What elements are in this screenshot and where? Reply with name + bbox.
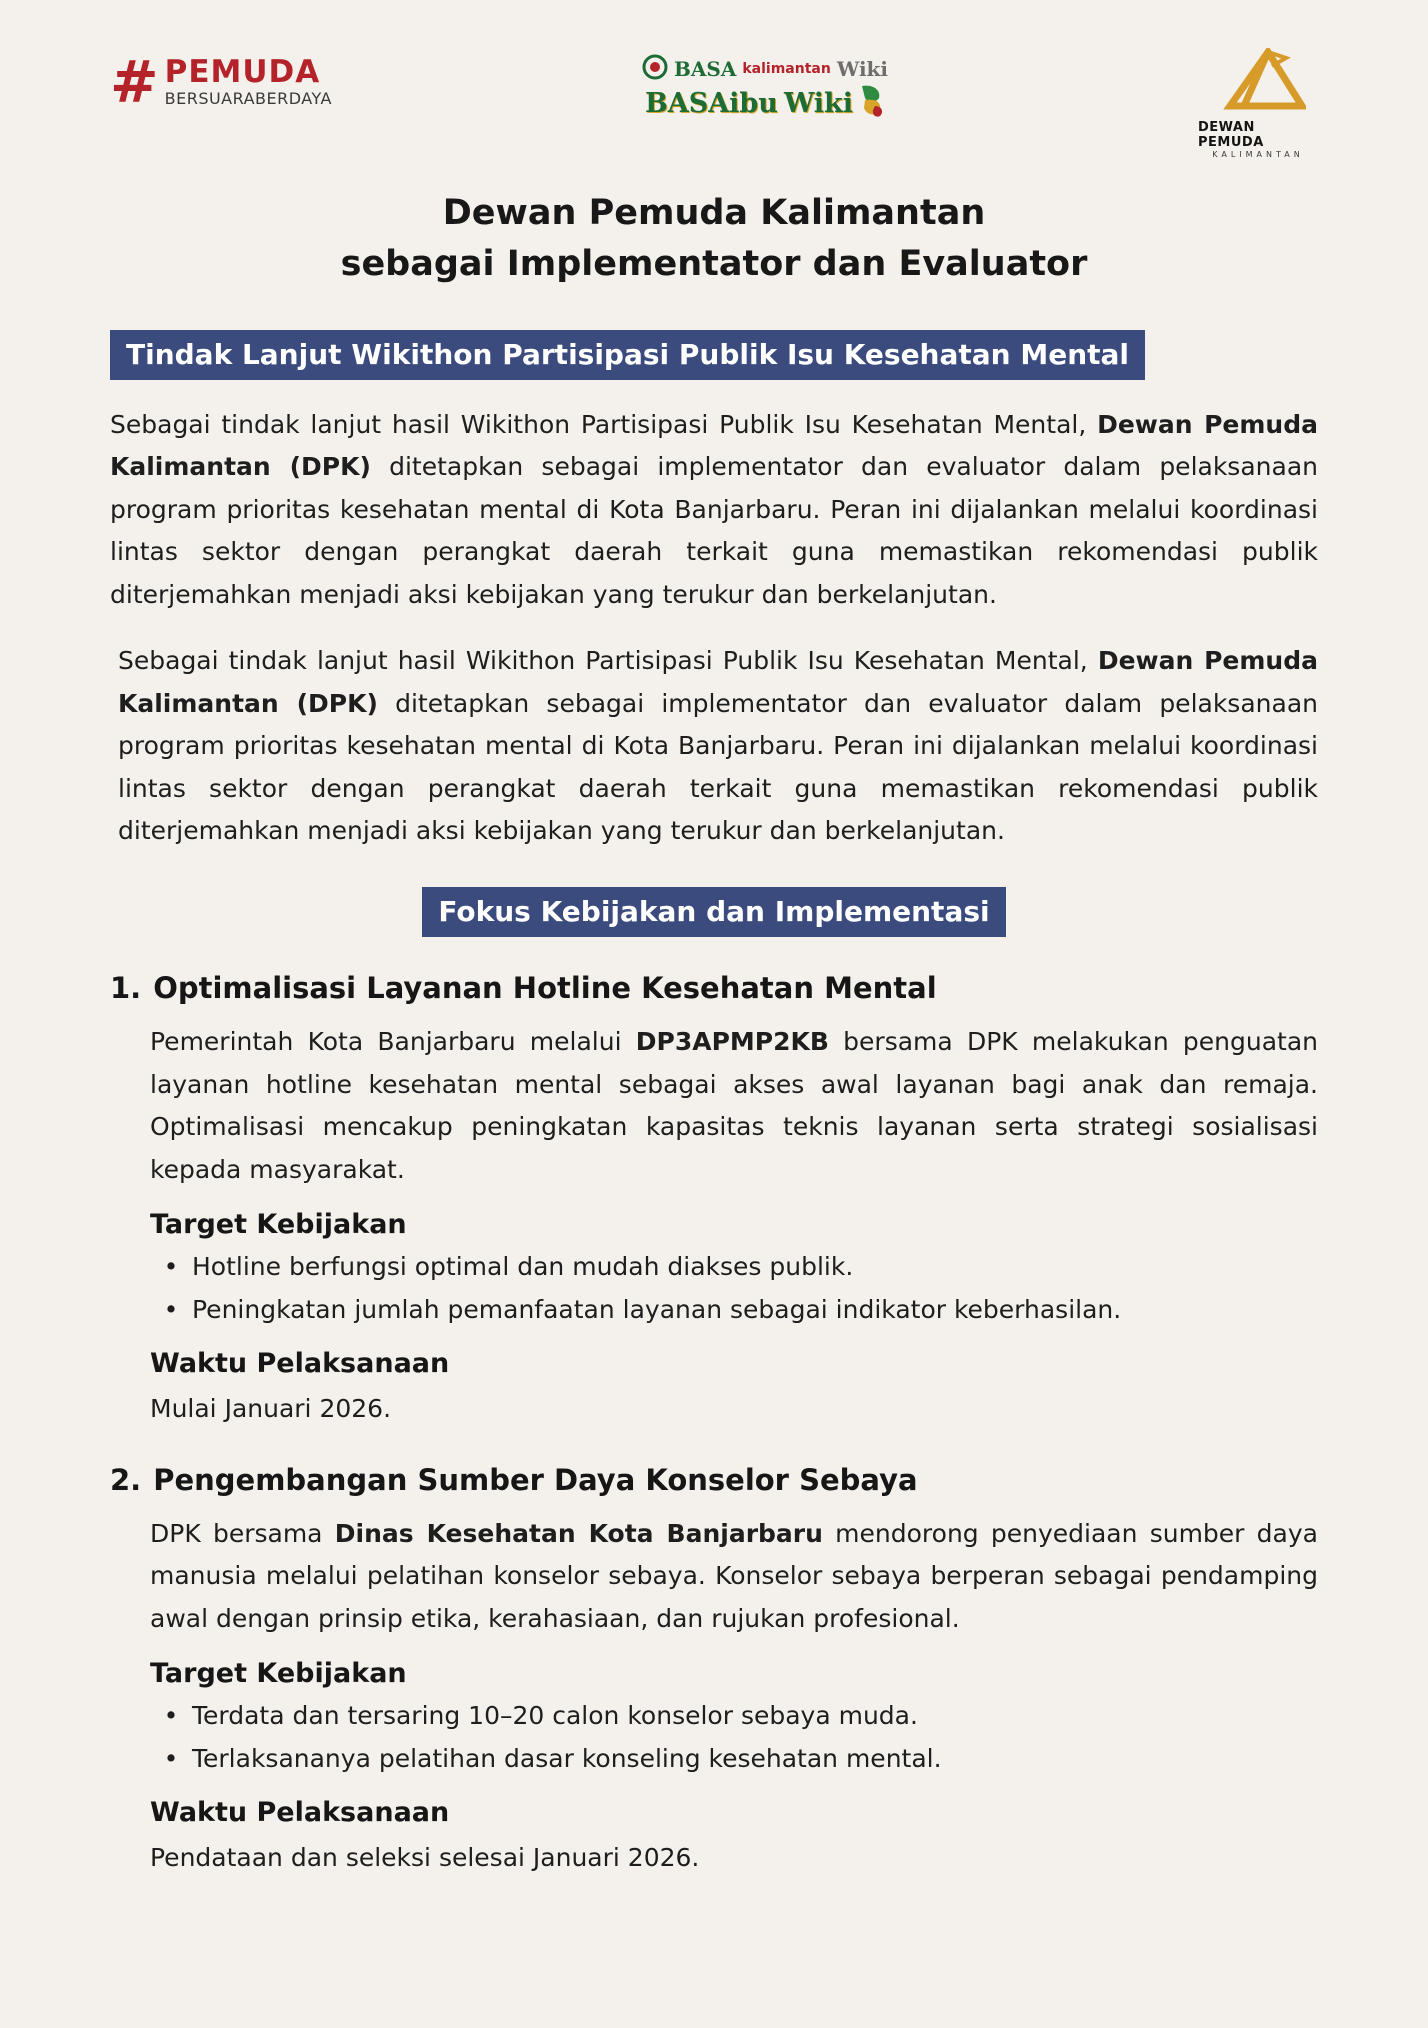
header <box>110 48 1318 166</box>
section-1-waktu-text: Mulai Januari 2026. <box>150 1393 392 1423</box>
basa-mascot-icon <box>642 54 668 84</box>
pemuda-tagline: BERSUARABERDAYA <box>164 88 332 108</box>
section-1-body <box>110 1021 1318 1429</box>
section-1-waktu-label: Waktu Pelaksanaan <box>150 1347 450 1379</box>
intro-paragraph-1 <box>110 404 1318 617</box>
basa-wiki-bottom-row <box>645 84 885 122</box>
intro2-post: ditetapkan sebagai implementator dan evaluator dalam pelaksanaan program prioritas kesehatan mental di Kota Banjarbaru. Peran ini dijalankan melalui koordinasi lintas sektor dengan perangkat daerah terkait guna memastikan rekomendasi publik diterjemahkan menjadi aksi kebijakan yang terukur dan berkelanjutan. <box>118 688 1318 846</box>
section-banner-fokus-kebijakan: Fokus Kebijakan dan Implementasi <box>422 887 1005 937</box>
section-1-para-pre: Pemerintah Kota Banjarbaru melalui <box>150 1027 636 1057</box>
basa-wiki-logo <box>642 54 888 122</box>
section-2-bullet-2: Terlaksananya pelatihan dasar konseling kesehatan mental. <box>192 1744 942 1774</box>
section-2-paragraph <box>150 1513 1318 1641</box>
page-title-line1: Dewan Pemuda Kalimantan <box>442 193 986 233</box>
section-2-para-post: mendorong penyediaan sumber daya manusia melalui pelatihan konselor sebaya. Konselor sebaya berperan sebagai pendamping awal dengan prinsip etika, kerahasiaan, dan rujukan profesional. <box>150 1518 1318 1633</box>
banner1-wrap <box>110 330 1318 380</box>
dpk-subname: KALIMANTAN <box>1212 150 1304 159</box>
section-2-para-bold: Dinas Kesehatan Kota Banjarbaru <box>334 1518 823 1548</box>
pemuda-hash-icon: # <box>110 48 159 116</box>
list-item <box>150 1291 1318 1330</box>
banner2-wrap <box>110 887 1318 937</box>
basa-top-region: kalimantan <box>742 61 831 77</box>
section-2-number: 2. <box>110 1462 142 1497</box>
section-2 <box>110 1463 1318 1878</box>
dpk-triangle-icon <box>1210 48 1306 118</box>
pemuda-logo <box>110 48 332 116</box>
page-title <box>110 188 1318 290</box>
section-2-body <box>110 1513 1318 1878</box>
basa-top-wiki: Wiki <box>836 57 888 81</box>
basa-wiki-top-row <box>642 54 888 84</box>
section-1-heading <box>110 971 1318 1005</box>
section-1-para-bold: DP3APMP2KB <box>635 1027 829 1057</box>
section-2-bullet-1: Terdata dan tersaring 10–20 calon konselor sebaya muda. <box>192 1701 918 1731</box>
bullet-icon: • <box>163 1252 179 1282</box>
section-2-waktu-text: Pendataan dan seleksi selesai Januari 2026. <box>150 1842 700 1872</box>
section-2-waktu-label: Waktu Pelaksanaan <box>150 1796 450 1828</box>
section-2-para-pre: DPK bersama <box>150 1518 335 1548</box>
bullet-icon: • <box>163 1295 179 1325</box>
intro1-bold: Dewan Pemuda Kalimantan (DPK) <box>110 409 1318 482</box>
section-2-bullets <box>150 1697 1318 1779</box>
intro1-post: ditetapkan sebagai implementator dan evaluator dalam pelaksanaan program prioritas kesehatan mental di Kota Banjarbaru. Peran ini dijalankan melalui koordinasi lintas sektor dengan perangkat daerah terkait guna memastikan rekomendasi publik diterjemahkan menjadi aksi kebijakan yang terukur dan berkelanjutan. <box>110 452 1318 609</box>
basaibu-wordmark: BASAibu <box>644 87 778 119</box>
section-2-target-label: Target Kebijakan <box>150 1658 407 1690</box>
section-2-heading <box>110 1463 1318 1497</box>
page-title-line2: sebagai Implementator dan Evaluator <box>340 243 1088 284</box>
basa-flag-icon <box>859 84 885 122</box>
section-banner-tindak-lanjut: Tindak Lanjut Wikithon Partisipasi Publik Isu Kesehatan Mental <box>110 330 1145 380</box>
intro2-bold: Dewan Pemuda Kalimantan (DPK) <box>118 646 1318 718</box>
list-item <box>150 1248 1318 1287</box>
dpk-name: DEWAN PEMUDA <box>1198 120 1264 150</box>
basa-top-wordmark: BASA <box>673 57 737 81</box>
bullet-icon: • <box>163 1744 179 1774</box>
section-1-bullet-1: Hotline berfungsi optimal dan mudah diakses publik. <box>192 1252 854 1282</box>
section-1 <box>110 971 1318 1429</box>
section-1-title: Optimalisasi Layanan Hotline Kesehatan Mental <box>153 971 937 1006</box>
pemuda-wordmark: PEMUDA <box>164 54 321 90</box>
intro2-pre: Sebagai tindak lanjut hasil Wikithon Partisipasi Publik Isu Kesehatan Mental, <box>118 646 1098 676</box>
dpk-logo <box>1198 48 1318 159</box>
section-1-target-label: Target Kebijakan <box>150 1209 407 1241</box>
section-2-title: Pengembangan Sumber Daya Konselor Sebaya <box>153 1462 918 1497</box>
section-1-bullets <box>150 1248 1318 1330</box>
section-1-number: 1. <box>110 971 142 1006</box>
intro1-pre: Sebagai tindak lanjut hasil Wikithon Partisipasi Publik Isu Kesehatan Mental, <box>110 409 1098 439</box>
pemuda-logo-text <box>165 56 332 108</box>
intro-paragraph-2 <box>110 640 1318 853</box>
section-1-paragraph <box>150 1021 1318 1191</box>
bullet-icon: • <box>163 1701 179 1731</box>
list-item <box>150 1697 1318 1736</box>
basaibu-wiki: Wiki <box>783 87 854 119</box>
list-item <box>150 1740 1318 1779</box>
section-1-bullet-2: Peningkatan jumlah pemanfaatan layanan sebagai indikator keberhasilan. <box>192 1295 1122 1325</box>
section-1-para-post: bersama DPK melakukan penguatan layanan hotline kesehatan mental sebagai akses awal layanan bagi anak dan remaja. Optimalisasi mencakup peningkatan kapasitas teknis layanan serta strategi sosialisasi kepada masyarakat. <box>150 1027 1318 1184</box>
